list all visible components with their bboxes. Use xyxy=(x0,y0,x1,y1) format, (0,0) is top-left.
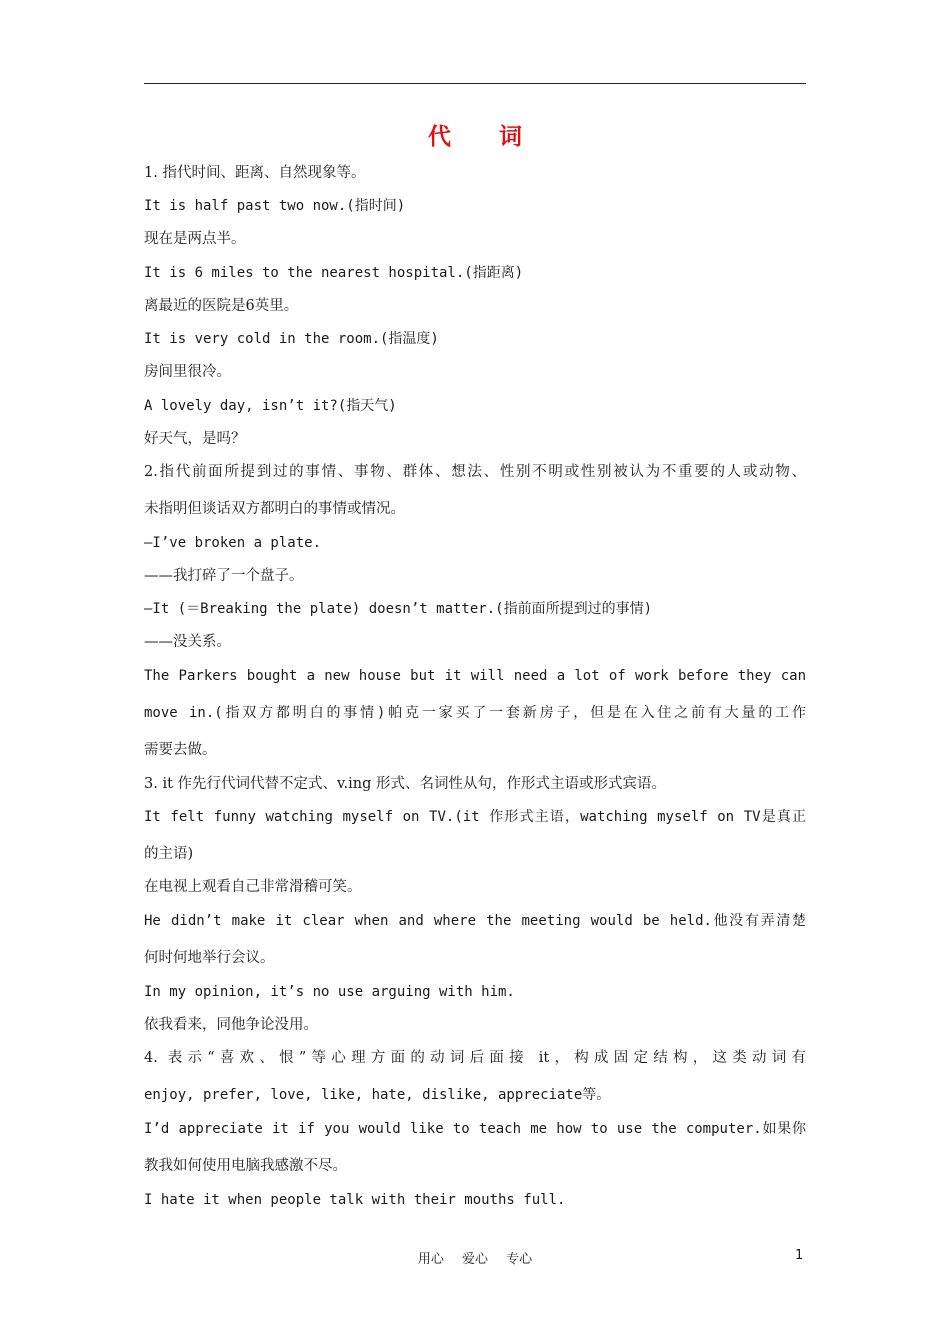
text-line: It felt funny watching myself on TV.(it 作形式主语，watching myself on TV是真正 xyxy=(144,809,806,825)
page-title: 代 词 xyxy=(427,124,542,150)
text-line: A lovely day, isn’t it?(指天气) xyxy=(144,398,397,414)
text-line: 在电视上观看自己非常滑稽可笑。 xyxy=(144,879,362,895)
text-line: 需要去做。 xyxy=(144,742,217,758)
text-line: I hate it when people talk with their mouths full. xyxy=(144,1192,566,1208)
text-line: It is very cold in the room.(指温度) xyxy=(144,331,439,347)
text-line: 3. it 作先行代词代替不定式、v.ing 形式、名词性从句，作形式主语或形式宾语。 xyxy=(144,776,666,792)
text-line: 未指明但谈话双方都明白的事情或情况。 xyxy=(144,501,405,517)
footer-motto: 用心 爱心 专心 xyxy=(417,1252,533,1267)
text-line: ——我打碎了一个盘子。 xyxy=(144,568,304,584)
text-line: —I’ve broken a plate. xyxy=(144,535,322,551)
text-line: move in.(指双方都明白的事情)帕克一家买了一套新房子，但是在入住之前有大量的工作 xyxy=(144,705,806,721)
text-line: He didn’t make it clear when and where the meeting would be held.他没有弄清楚 xyxy=(144,913,806,929)
text-line: 好天气，是吗？ xyxy=(144,431,246,447)
text-line: 离最近的医院是6英里。 xyxy=(144,298,299,314)
text-line: enjoy, prefer, love, like, hate, dislike, appreciate等。 xyxy=(144,1087,611,1103)
text-line: It is 6 miles to the nearest hospital.(指距离) xyxy=(144,265,524,281)
text-line: In my opinion, it’s no use arguing with him. xyxy=(144,984,515,1000)
text-line: 现在是两点半。 xyxy=(144,231,246,247)
text-line: 1. 指代时间、距离、自然现象等。 xyxy=(144,165,366,181)
text-line: It is half past two now.(指时间) xyxy=(144,198,406,214)
text-line: 依我看来，同他争论没用。 xyxy=(144,1017,318,1033)
text-line: 何时何地举行会议。 xyxy=(144,950,275,966)
text-line: 4. 表示“喜欢、恨”等心理方面的动词后面接 it，构成固定结构，这类动词有 xyxy=(144,1050,806,1066)
header-rule xyxy=(144,83,806,84)
text-line: 的主语) xyxy=(144,846,194,862)
page-number: 1 xyxy=(795,1248,804,1263)
text-line: 教我如何使用电脑我感激不尽。 xyxy=(144,1158,347,1174)
text-line: 房间里很冷。 xyxy=(144,364,231,380)
text-line: 2.指代前面所提到过的事情、事物、群体、想法、性别不明或性别被认为不重要的人或动物、 xyxy=(144,464,806,480)
text-line: I’d appreciate it if you would like to teach me how to use the computer.如果你 xyxy=(144,1121,806,1137)
text-line: —It (＝Breaking the plate) doesn’t matter.(指前面所提到过的事情) xyxy=(144,601,653,617)
text-line: ——没关系。 xyxy=(144,634,231,650)
text-line: The Parkers bought a new house but it will need a lot of work before they can xyxy=(144,668,806,684)
